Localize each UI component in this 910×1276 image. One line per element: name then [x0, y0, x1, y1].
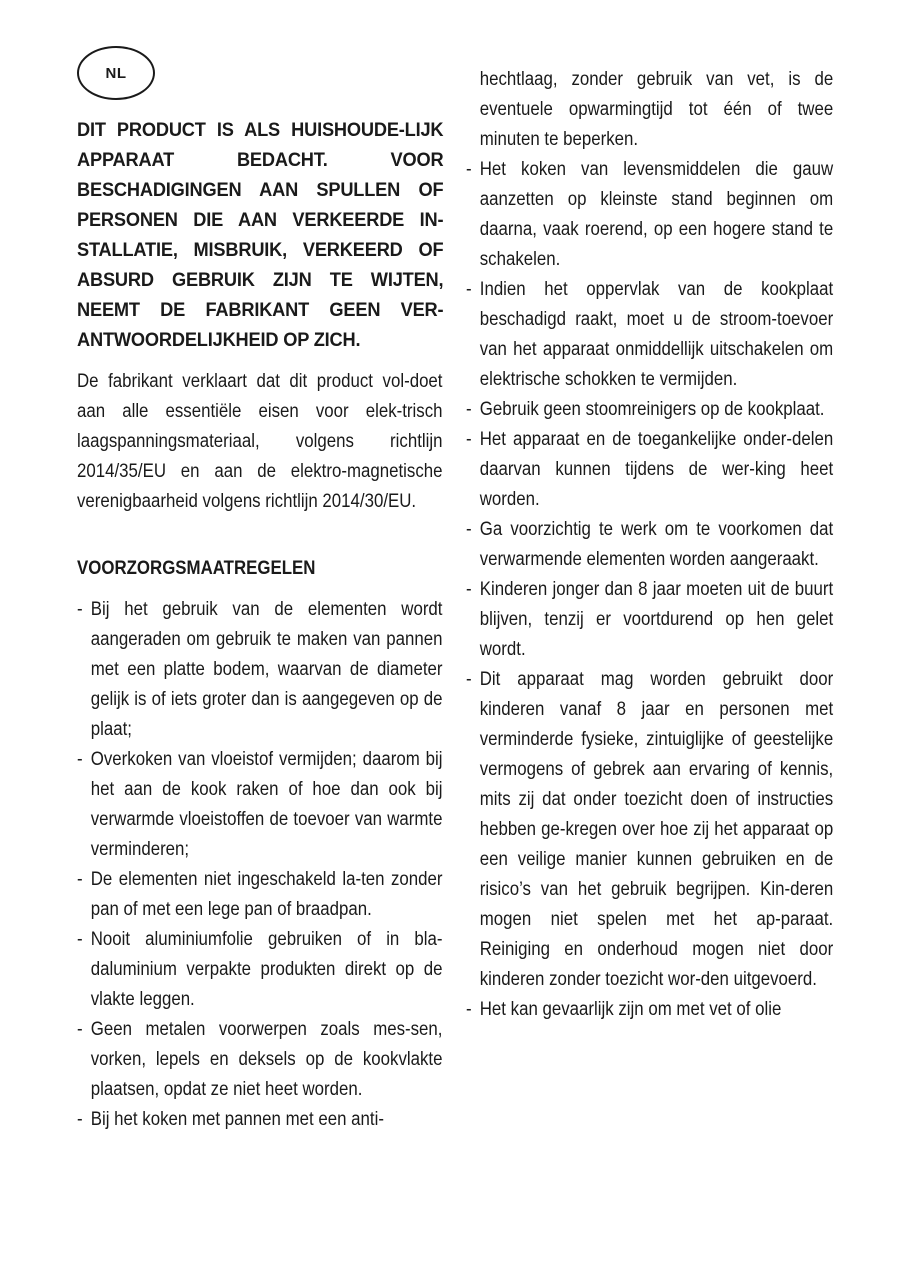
list-item: - De elementen niet ingeschakeld la-ten zonder pan of met een lege pan of braadpan.: [77, 864, 443, 924]
language-code: NL: [105, 64, 127, 82]
list-item: - Nooit aluminiumfolie gebruiken of in bla-daluminium verpakte produkten direkt op de vlakte leggen.: [77, 924, 443, 1014]
liability-warning: DIT PRODUCT IS ALS HUISHOUDE-LIJK APPARAAT BEDACHT. VOOR BESCHADIGINGEN AAN SPULLEN OF PERSONEN DIE AAN VERKEERDE IN-STALLATIE, MISBRUIK, VERKEERD OF ABSURD GEBRUIK ZIJN TE WIJTEN, NEEMT DE FABRIKANT GEEN VER-ANTWOORDELIJKHEID OP ZICH.: [77, 119, 444, 351]
list-item: - Geen metalen voorwerpen zoals mes-sen, vorken, lepels en deksels op de kookvlakte plaatsen, opdat ze niet heet worden.: [77, 1014, 443, 1104]
precautions-list-right: [466, 64, 833, 1024]
list-item: - Bij het gebruik van de elementen wordt aangeraden om gebruik te maken van pannen met een platte bodem, waarvan de diameter gelijk is of iets groter dan is aangegeven op de plaat;: [77, 594, 443, 744]
list-item: - Ga voorzichtig te werk om te voorkomen dat verwarmende elementen worden aangeraakt.: [466, 514, 833, 574]
list-item: - Bij het koken met pannen met een anti-: [77, 1104, 443, 1134]
list-item: - Indien het oppervlak van de kookplaat beschadigd raakt, moet u de stroom-toevoer van het apparaat onmiddellijk uitschakelen om elektrische schokken te vermijden.: [466, 274, 833, 394]
language-badge: [77, 46, 155, 100]
list-item: - Overkoken van vloeistof vermijden; daarom bij het aan de kook raken of hoe dan ook bij verwarmde vloeistoffen de toevoer van warmte verminderen;: [77, 744, 443, 864]
list-item: - Gebruik geen stoomreinigers op de kookplaat.: [466, 394, 833, 424]
list-item: - Kinderen jonger dan 8 jaar moeten uit de buurt blijven, tenzij er voortdurend op hen gelet wordt.: [466, 574, 833, 664]
list-item: - Het apparaat en de toegankelijke onder-delen daarvan kunnen tijdens de wer-king heet worden.: [466, 424, 833, 514]
precautions-list-left: [77, 594, 443, 1134]
list-item: - Het koken van levensmiddelen die gauw aanzetten op kleinste stand beginnen om daarna, vaak roerend, op een hogere stand te schakelen.: [466, 154, 833, 274]
list-item: - Het kan gevaarlijk zijn om met vet of olie: [466, 994, 833, 1024]
list-item-continuation: hechtlaag, zonder gebruik van vet, is de eventuele opwarmingtijd tot één of twee minuten te beperken.: [479, 68, 834, 150]
section-title: VOORZORGSMAATREGELEN: [77, 557, 316, 579]
list-item: - Dit apparaat mag worden gebruikt door kinderen vanaf 8 jaar en personen met verminderde fysieke, zintuiglijke of geestelijke vermogens of gebrek aan ervaring of kennis, mits zij dat onder toezicht doen of instructies hebben ge-kregen over hoe zij het apparaat op een veilige manier kunnen gebruiken en de risico’s van het gebruik begrijpen. Kin-deren mogen niet spelen met het ap-paraat. Reiniging en onderhoud mogen niet door kinderen zonder toezicht wor-den uitgevoerd.: [466, 664, 833, 994]
conformity-declaration: De fabrikant verklaart dat dit product vol-doet aan alle essentiële eisen voor elek-trisch laagspanningsmateriaal, volgens richtlijn 2014/35/EU en aan de elektro-magnetische verenigbaarheid volgens richtlijn 2014/30/EU.: [77, 370, 443, 512]
